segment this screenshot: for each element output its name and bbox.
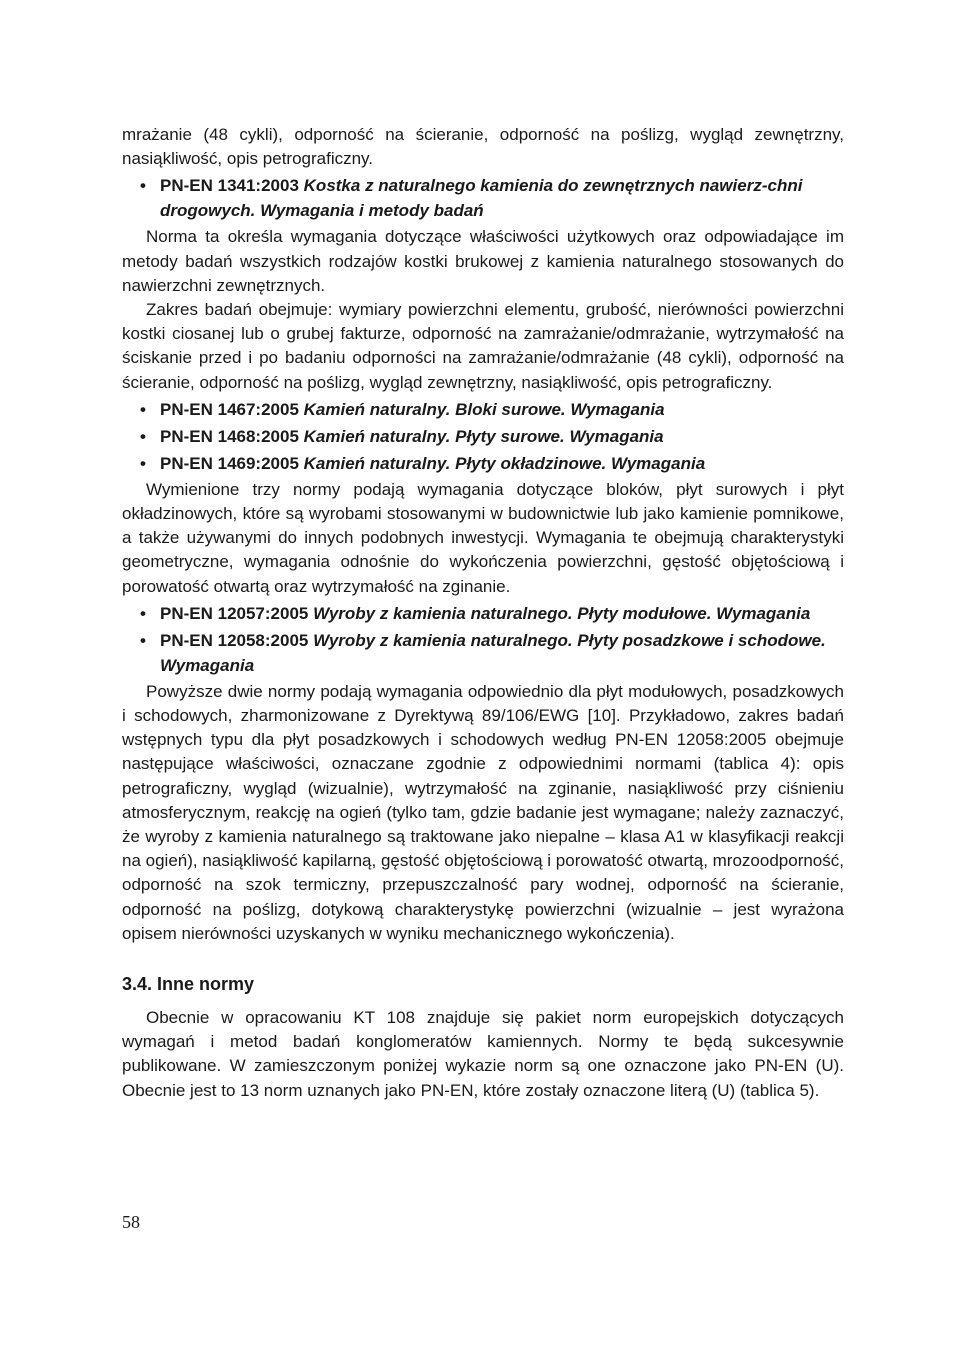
paragraph: Zakres badań obejmuje: wymiary powierzchni elementu, grubość, nierówności powierzchni kostki ciosanej lub o grubej fakturze, odporność na zamrażanie/odmrażanie, wytrzymałość na ściskanie przed i po badaniu odporności na zamrażanie/odmrażanie (48 cykli), odporność na ścieranie, odporność na poślizg, wygląd zewnętrzny, nasiąkliwość, opis petrograficzny.: [122, 300, 844, 392]
standard-code: PN-EN 1341:2003: [160, 176, 299, 196]
bullet-icon: •: [140, 176, 146, 196]
standard-title: Wyroby z kamienia naturalnego. Płyty posadzkowe i schodowe. Wymagania: [160, 630, 826, 675]
bullet-icon: •: [140, 603, 146, 623]
standard-item: [122, 601, 844, 626]
section-heading: 3.4. Inne normy: [122, 974, 255, 995]
paragraph: Wymienione trzy normy podają wymagania dotyczące bloków, płyt surowych i płyt okładzinowych, które są wyrobami stosowanymi w budownictwie lub jako kamienie pomnikowe, a także używanymi do innych podobnych inwestycji. Wymagania te obejmują charakterystyki geometryczne, wymagania odnośnie do wykończenia powierzchni, gęstość objętościową i porowatość otwartą oraz wytrzymałość na zginanie.: [122, 479, 844, 596]
bullet-icon: •: [140, 426, 146, 446]
paragraph: Norma ta określa wymagania dotyczące właściwości użytkowych oraz odpowiadające im metody badań wszystkich rodzajów kostki brukowej z kamienia naturalnego stosowanych do nawierzchni zewnętrznych.: [122, 227, 844, 295]
standard-title: Wyroby z kamienia naturalnego. Płyty modułowe. Wymagania: [313, 603, 811, 623]
standard-item: [122, 451, 844, 476]
standard-title: Kamień naturalny. Bloki surowe. Wymagania: [303, 399, 665, 419]
paragraph: Powyższe dwie normy podają wymagania odpowiednio dla płyt modułowych, posadzkowych i schodowych, zharmonizowane z Dyrektywą 89/106/EWG [10]. Przykładowo, zakres badań wstępnych typu dla płyt posadzkowych i schodowych według PN-EN 12058:2005 obejmuje następujące właściwości, oznaczane zgodnie z odpowiednimi normami (tablica 4): opis petrograficzny, wygląd (wizualnie), wytrzymałość na zginanie, nasiąkliwość przy ciśnieniu atmosferycznym, reakcję na ogień (tylko tam, gdzie badanie jest wymagane; należy zaznaczyć, że wyroby z kamienia naturalnego są traktowane jako niepalne – klasa A1 w klasyfikacji reakcji na ogień), nasiąkliwość kapilarną, gęstość objętościową i porowatość otwartą, mrozoodporność, odporność na szok termiczny, przepuszczalność pary wodnej, odporność na ścieranie, odporność na poślizg, dotykową charakterystykę powierzchni (wizualnie – jest wyrażona opisem nierówności uzyskanych w wyniku mechanicznego wykończenia).: [122, 681, 844, 943]
standard-title: Kamień naturalny. Płyty surowe. Wymagania: [303, 426, 664, 446]
standard-item: [122, 397, 844, 422]
standard-item: [122, 628, 844, 678]
standard-code: PN-EN 1469:2005: [160, 453, 299, 473]
page-body: [122, 123, 844, 1103]
standard-code: PN-EN 1467:2005: [160, 399, 299, 419]
standard-item: [122, 173, 844, 223]
standard-code: PN-EN 1468:2005: [160, 426, 299, 446]
standard-item: [122, 424, 844, 449]
standard-code: PN-EN 12057:2005: [160, 603, 309, 623]
page-number: 58: [122, 1212, 140, 1232]
bullet-icon: •: [140, 453, 146, 473]
bullet-icon: •: [140, 630, 146, 650]
bullet-icon: •: [140, 399, 146, 419]
paragraph: Obecnie w opracowaniu KT 108 znajduje się pakiet norm europejskich dotyczących wymagań i metod badań konglomeratów kamiennych. Normy te będą sukcesywnie publikowane. W zamieszczonym poniżej wykazie norm są one oznaczone jako PN-EN (U). Obecnie jest to 13 norm uznanych jako PN-EN, które zostały oznaczone literą (U) (tablica 5).: [122, 1008, 844, 1100]
standard-title: Kamień naturalny. Płyty okładzinowe. Wymagania: [303, 453, 706, 473]
standard-title: Kostka z naturalnego kamienia do zewnętrznych nawierz-chni drogowych. Wymagania i metody badań: [160, 176, 803, 221]
standard-code: PN-EN 12058:2005: [160, 630, 309, 650]
paragraph-continuation: mrażanie (48 cykli), odporność na ścieranie, odporność na poślizg, wygląd zewnętrzny, nasiąkliwość, opis petrograficzny.: [122, 125, 844, 169]
